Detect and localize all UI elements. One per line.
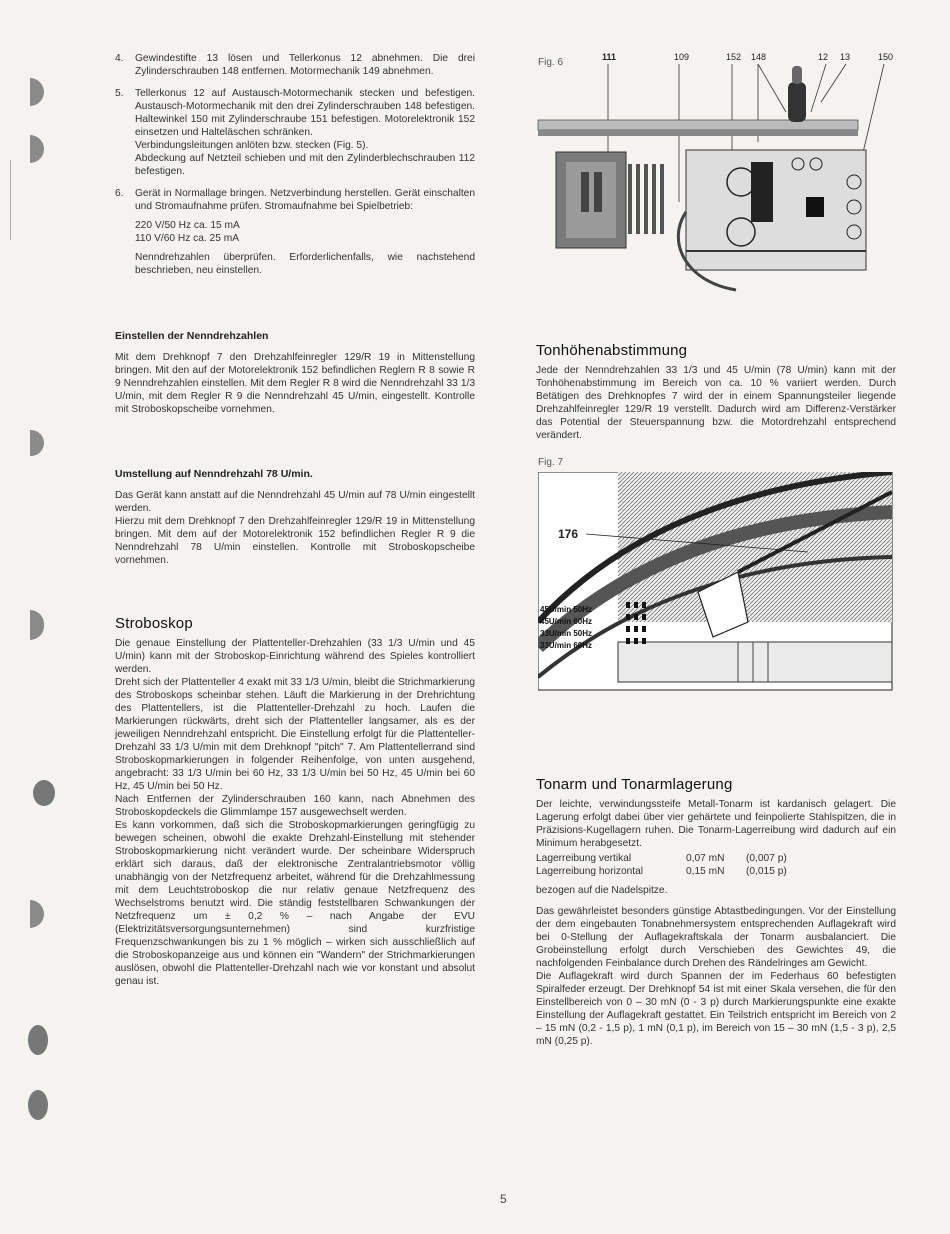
margin-line [10,160,11,240]
step-6-text: Gerät in Normallage bringen. Netzverbindung herstellen. Gerät einschalten und Stromaufnahme prüfen. Stromaufnahme bei Spielbetrieb: [135,188,475,212]
lager-h-val: 0,15 mN [686,866,725,877]
strobo-p1: Die genaue Einstellung der Plattenteller-Drehzahlen (33 1/3 U/min und 45 U/min) kann mit der Stroboskop-Einrichtung während des Spieles kontrolliert werden. [115,638,475,675]
u78-text-1: Das Gerät kann anstatt auf die Nenndrehzahl 45 U/min auf 78 U/min eingestellt werden. [115,490,475,514]
fig6-callout: 109 [674,52,690,62]
table-row [536,865,787,878]
fig6-callout: 12 [818,52,829,62]
binder-hole [28,1025,48,1055]
step-4-text: Gewindestifte 13 lösen und Tellerkonus 12 abnehmen. Die drei Zylinderschrauben 148 entfernen. Motormechanik 149 abnehmen. [135,53,475,77]
current-220: 220 V/50 Hz ca. 15 mA [135,220,240,231]
strobe-label: 33U/min 50Hz [540,629,593,638]
tonarm-p1: Der leichte, verwindungssteife Metall-Tonarm ist kardanisch gelagert. Die Lagerung erfolgt dabei über vier gehärtete und feinpolierte Stahlspitzen, die in Präzisions-Kugellagern ruhen. Die Tonarm-Lagerreibung wird dadurch auf ein Minimum herabgesetzt. [536,799,896,849]
left-column [115,52,475,988]
step-5: 5. Tellerkonus 12 auf Austausch-Motormechanik stecken und befestigen. Austausch-Motormechanik mit den drei Zylinderschrauben 148 befestigen. Haltewinkel 150 mit Zylinderschraube 151 befestigen. Motorelektronik 152 einsetzen und Halteläschen schränken. Verbindungsleitungen anlöten bzw. stecken (Fig. 5). Abdeckung auf Netzteil schieben und mit den Zylinderblechschrauben 112 befestigen. [115,88,475,177]
binder-hole [28,1090,48,1120]
step-6-after: Nenndrehzahlen überprüfen. Erforderlichenfalls, wie nachstehend beschrieben, neu einstellen. [135,252,475,276]
step-5-text: Tellerkonus 12 auf Austausch-Motormechanik stecken und befestigen. Austausch-Motormechanik mit den drei Zylinderschrauben 148 befestigen. Haltewinkel 150 mit Zylinderschraube 151 befestigen. Motorelektronik 152 einsetzen und Halteläschen schränken. [135,88,475,138]
current-110: 110 V/60 Hz ca. 25 mA [135,233,240,244]
lager-v-label: Lagerreibung vertikal [536,853,632,864]
strobo-p3: Nach Entfernen der Zylinderschrauben 160 kann, nach Abnehmen des Stroboskopdeckels die Glimmlampe 157 ausgewechselt werden. [115,794,475,818]
figure-7 [536,456,896,706]
strobe-label: 45U/min 60Hz [540,617,593,626]
u78-text-2: Hierzu mit dem Drehknopf 7 den Drehzahlfeinregler 129/R 19 in Mittenstellung bringen. Mit dem auf der Motorelektronik 152 befindlichen Regler R 9 die Nenndrehzahl 78 U/min einstellen. Kontrolle mit Stroboskopscheibe vornehmen. [115,516,475,566]
binder-hole [30,900,44,928]
fig7-drawing [538,472,894,704]
fig6-label: Fig. 6 [538,57,564,68]
strobo-p4: Es kann vorkommen, daß sich die Stroboskopmarkierungen geringfügig zu bewegen scheinen, obwohl die exakte Drehzahl-Einstellung mit stehender Stroboskopmarkierung nicht verändert wurde. Der scheinbare Widerspruch erklärt sich daraus, daß der elektronische Zentralantriebsmotor völlig unabhängig von der Netzfrequenz arbeitet, während für die Drehzahlmessung mit dem Leuchtstroboskop die nur relativ genaue Netzfrequenz des Wechselstroms benutzt wird. Die ständig feststellbaren Schwankungen der Netzfrequenz um ± 0,2 % – nach Angabe der EVU (Elektrizitätsversorgungsunternehmen) sind kurzfristige Frequenzschwankungen bis zu 1 % möglich – wirken sich ausschließlich auf die Stroboskopanzeige aus und können ein "Wandern" der Strichmarkierungen auslösen, obwohl die Plattenteller-Drehzahl nach wie vor konstant und absolut genau ist. [115,820,475,987]
lager-h-p: (0,015 p) [746,866,787,877]
heading-78: Umstellung auf Nenndrehzahl 78 U/min. [115,468,313,480]
step-5-text-3: Abdeckung auf Netzteil schieben und mit den Zylinderblechschrauben 112 befestigen. [135,153,475,177]
strobo-p2: Dreht sich der Plattenteller 4 exakt mit 33 1/3 U/min, bleibt die Strichmarkierung des Stroboskops scheinbar stehen. Läuft die Markierung in der Drehrichtung des Plattentellers, ist die Plattenteller-Drehzahl zu hoch. Laufen die Markierungen rückwärts, dreht sich der Plattenteller langsamer, als es der jeweiligen Nenndrehzahl entspricht. Die Einstellung erfolgt für die Plattenteller-Drehzahl 33 1/3 U/min mit dem Drehknopf "pitch" 7. Am Plattentellerrand sind Stroboskopmarkierungen in folgender Reihenfolge, von unten ausgehend, angebracht: 33 1/3 U/min bei 60 Hz, 33 1/3 U/min bei 50 Hz, 45 U/min bei 60 Hz, 45 U/min bei 50 Hz. [115,677,475,792]
step-6: 6. Gerät in Normallage bringen. Netzverbindung herstellen. Gerät einschalten und Stromaufnahme prüfen. Stromaufnahme bei Spielbetrieb: 220 V/50 Hz ca. 15 mA 110 V/60 Hz ca. 25 mA Nenndrehzahlen überprüfen. Erforderlichenfalls, wie nachstehend beschrieben, neu einstellen. [115,188,475,276]
fig7-callout: 176 [558,527,579,541]
page-number: 5 [500,1192,507,1206]
fig6-callout: 111 [602,52,617,62]
fig6-drawing [536,52,896,314]
table-row [536,852,787,865]
nenn-text: Mit dem Drehknopf 7 den Drehzahlfeinregler 129/R 19 in Mittenstellung bringen. Mit den auf der Motorelektronik 152 befindlichen Reglern R 8 sowie R 9 Nenndrehzahlen einstellen. Mit dem Regler R 8 wird die Nenndrehzahl 33 1/3 U/min, mit dem Regler R 9 die Nenndrehzahl 45 U/min, eingestellt. Kontrolle mit Stroboskopscheibe vornehmen. [115,352,475,415]
fig7-label: Fig. 7 [538,457,564,468]
step-4: 4. Gewindestifte 13 lösen und Tellerkonus 12 abnehmen. Die drei Zylinderschrauben 148 entfernen. Motormechanik 149 abnehmen. [115,53,475,77]
binder-hole [30,430,44,456]
ton-text: Jede der Nenndrehzahlen 33 1/3 und 45 U/min (78 U/min) kann mit der Tonhöhenabstimmung im Bereich von ca. 10 % variiert werden. Durch Betätigen des Drehknopfes 7 wird der in einem Spannungsteiler liegende Drehzahlfeinregler 129/R 19 verstellt. Dadurch wird am Differenz-Verstärker das Potential der Steuerspannung bzw. die Motordrehzahl entsprechend verändert. [536,365,896,441]
heading-tonhoehe: Tonhöhenabstimmung [536,342,688,359]
right-column [536,52,896,1048]
figure-6 [536,52,896,314]
fig6-callout: 152 [726,52,742,62]
bezogen-text: bezogen auf die Nadelspitze. [536,885,668,896]
binder-hole [30,610,44,640]
lager-v-p: (0,007 p) [746,853,787,864]
fig6-callout: 148 [751,52,767,62]
tonarm-p3: Die Auflagekraft wird durch Spannen der im Federhaus 60 befestigten Spiralfeder erzeugt. Der Drehknopf 54 ist mit einer Skala versehen, die für den Einstellbereich von 0 – 30 mN (0 - 3 p) durch Markierungspunkte eine exakte Einstellung der Auflagekraft gestattet. Ein Teilstrich entspricht im Bereich von 2 – 15 mN (0,2 - 1,5 p), 1 mN (0,1 p), im Bereich von 15 – 30 mN (1,5 - 3 p), 2,5 mN (0,25 p). [536,971,896,1047]
heading-nenndrehzahlen: Einstellen der Nenndrehzahlen [115,330,269,342]
binder-hole [30,135,44,163]
lager-table [536,852,787,878]
binder-hole [33,780,55,806]
heading-stroboskop: Stroboskop [115,615,193,632]
strobe-label: 33U/min 60Hz [540,641,593,650]
lager-v-val: 0,07 mN [686,853,725,864]
tonarm-p2: Das gewährleistet besonders günstige Abtastbedingungen. Vor der Einstellung der dem eingebauten Tonabnehmersystem entsprechenden Auflagekraft wird bei 0-Stellung der Auflagekraftskala der Tonarm ausbalanciert. Die Grobeinstellung erfolgt durch Verschieben des Gewichtes 49, die nachfolgenden Feinbalance durch Drehen des Rändelringes am Gewicht. [536,906,896,969]
strobe-label: 45U/min 50Hz [540,605,593,614]
binder-hole [30,78,44,106]
step-5-text-2: Verbindungsleitungen anlöten bzw. stecken (Fig. 5). [135,140,369,151]
lager-h-label: Lagerreibung horizontal [536,866,644,877]
fig6-callout: 13 [840,52,851,62]
heading-tonarm: Tonarm und Tonarmlagerung [536,776,733,793]
fig6-callout: 150 [878,52,894,62]
